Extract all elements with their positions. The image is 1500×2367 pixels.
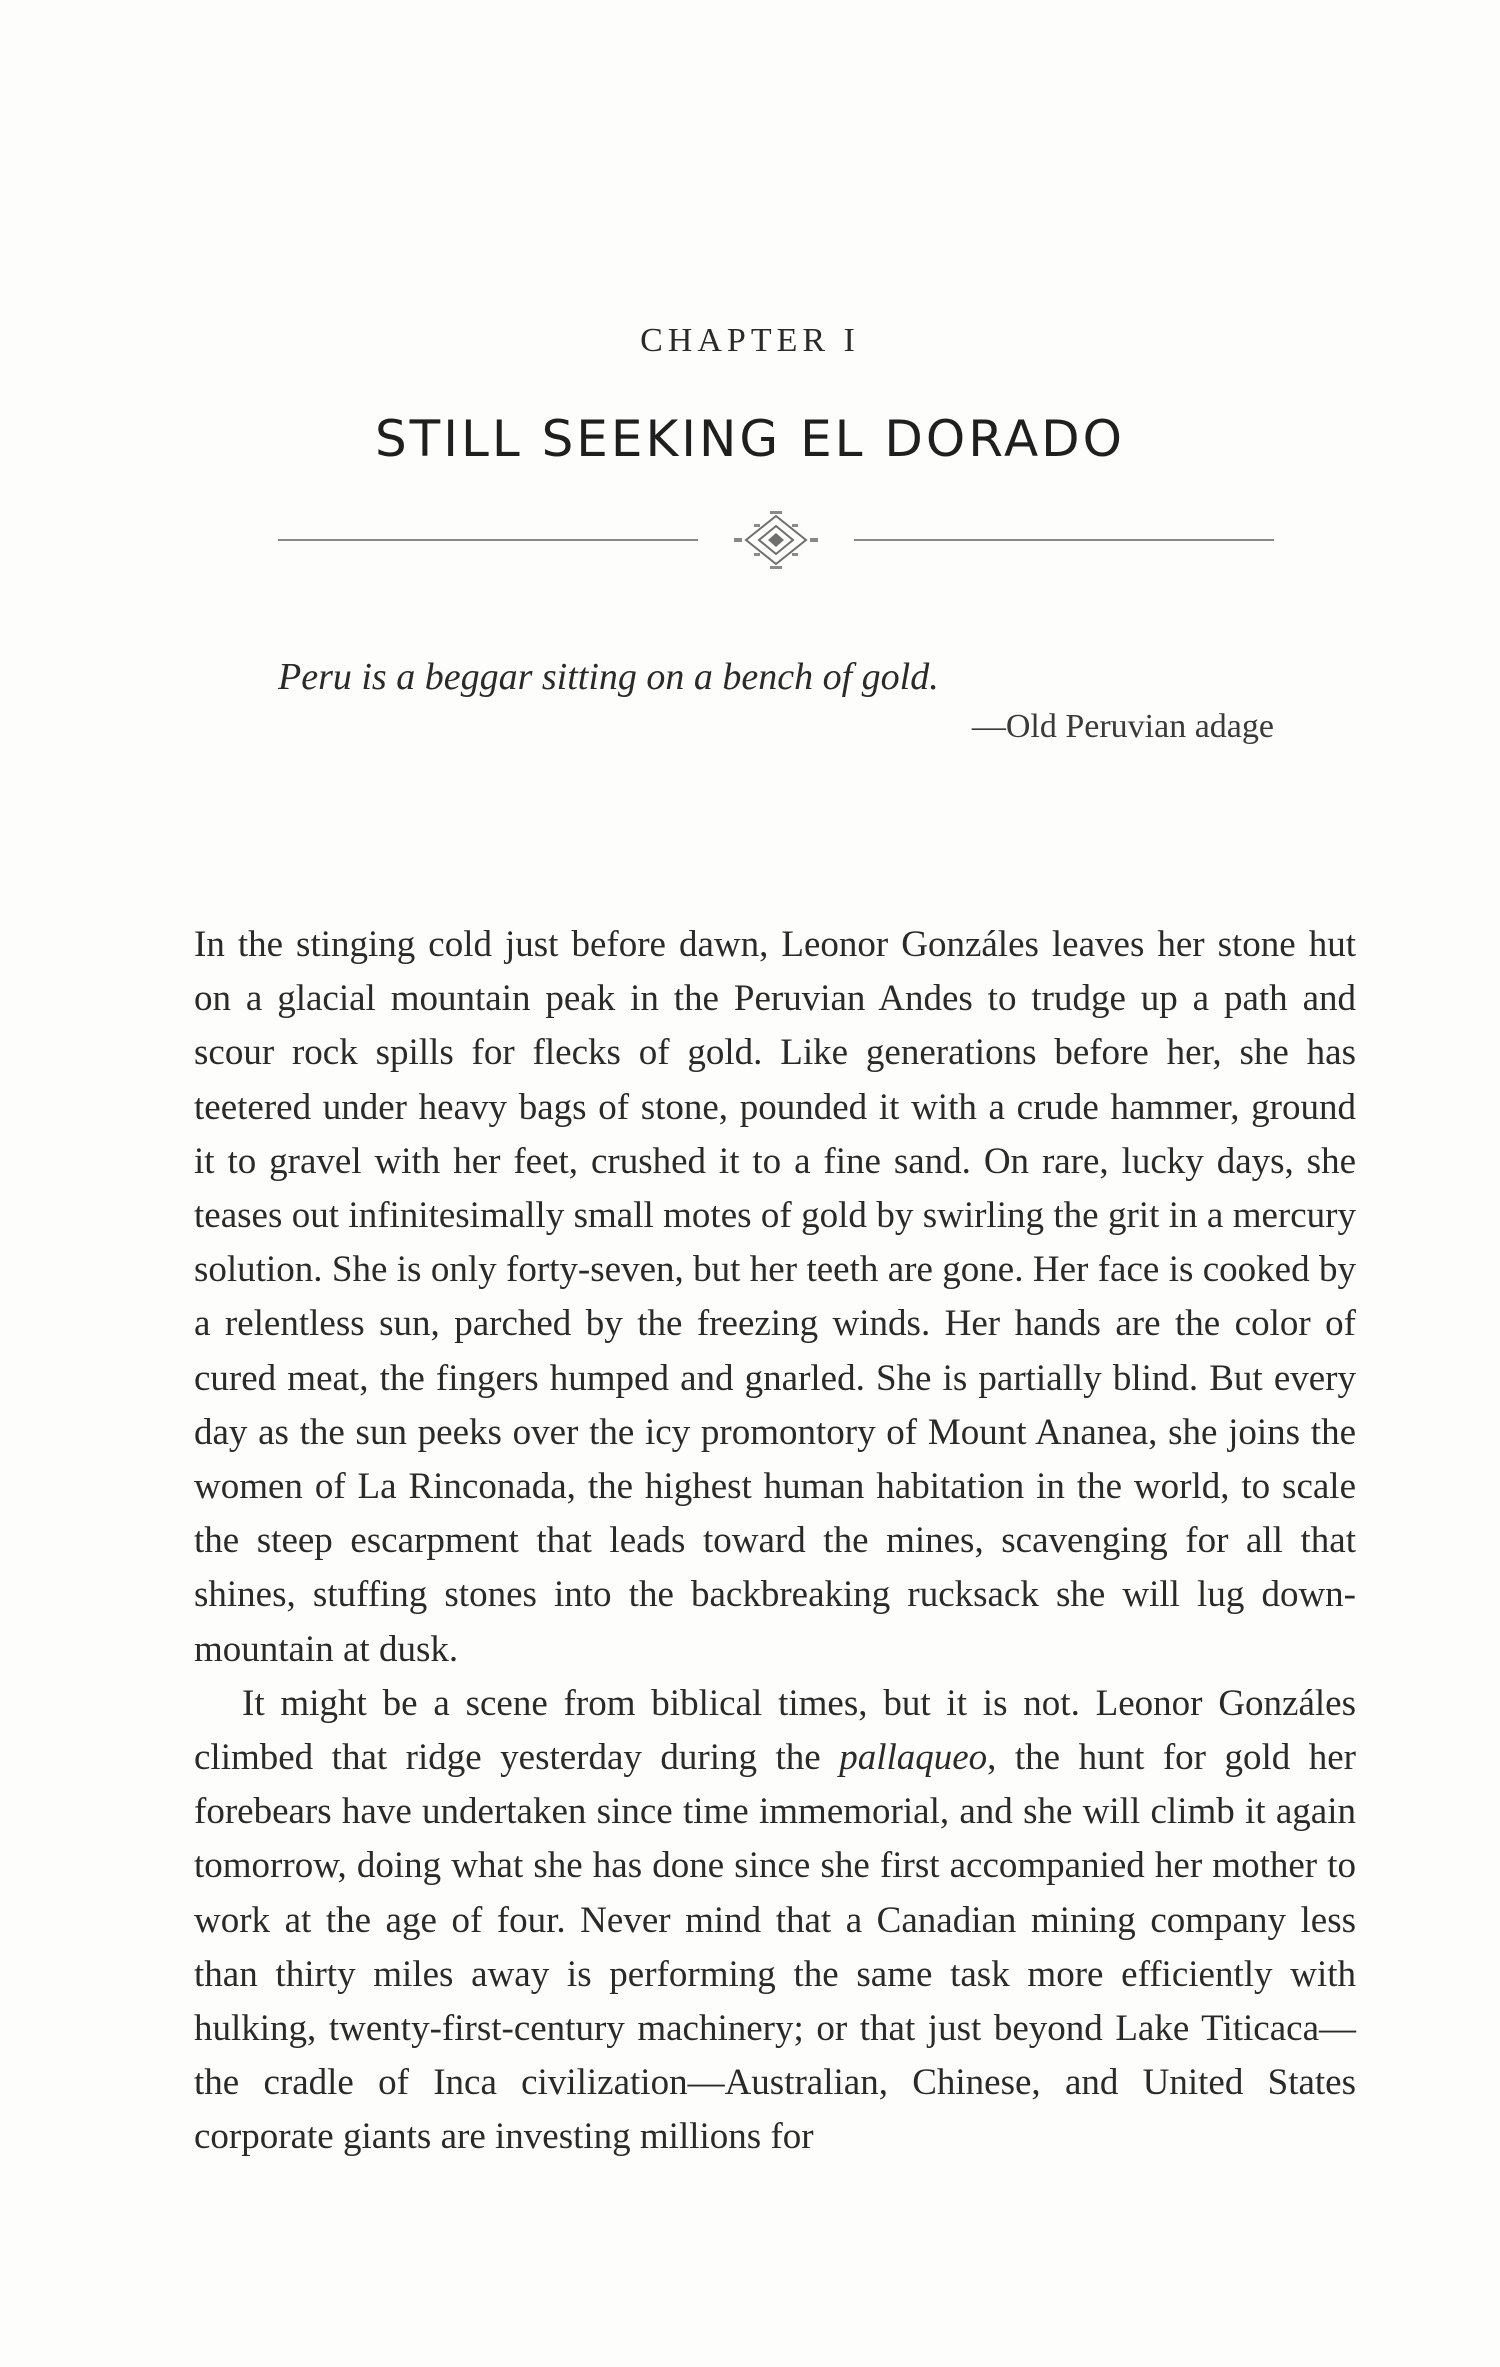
chapter-divider <box>278 510 1274 570</box>
divider-rule-left <box>278 539 698 541</box>
divider-rule-right <box>854 539 1274 541</box>
chapter-label: CHAPTER I <box>640 322 860 359</box>
chapter-body <box>194 918 1356 2165</box>
epigraph-quote: Peru is a beggar sitting on a bench of gold. <box>278 656 939 698</box>
diamond-ornament-icon <box>726 510 826 570</box>
paragraph-2-lead: It might be a scene from biblical times, but it is not. Leonor Gonzáles climbed that ridge yesterday during the <box>194 1682 1356 1779</box>
epigraph-attribution: —Old Peruvian adage <box>971 708 1274 745</box>
pallaqueo-term: pallaqueo <box>839 1737 988 1779</box>
paragraph-2-rest: , the hunt for gold her forebears have undertaken since time immemorial, and she will climb it again tomorrow, doing what she has done since she first accompanied her mother to work at the age of four. Never mind that a Canadian mining company less than thirty miles away is performing the same task more efficiently with hulking, twenty-first-century machinery; or that just beyond Lake Titicaca—the cradle of Inca civilization—Australian, Chinese, and United States corporate giants are investing millions for <box>194 1737 1356 2158</box>
paragraph-1: In the stinging cold just before dawn, Leonor Gonzáles leaves her stone hut on a glacial mountain peak in the Peruvian Andes to trudge up a path and scour rock spills for flecks of gold. Like generations before her, she has teetered under heavy bags of stone, pounded it with a crude hammer, ground it to gravel with her feet, crushed it to a fine sand. On rare, lucky days, she teases out infinitesimally small motes of gold by swirling the grit in a mercury solution. She is only forty-seven, but her teeth are gone. Her face is cooked by a relentless sun, parched by the freezing winds. Her hands are the color of cured meat, the fingers humped and gnarled. She is partially blind. But every day as the sun peeks over the icy promontory of Mount Ananea, she joins the women of La Rinconada, the highest human habitation in the world, to scale the steep escarpment that leads toward the mines, scavenging for all that shines, stuffing stones into the backbreaking rucksack she will lug down-mountain at dusk. <box>194 924 1356 1670</box>
chapter-title: STILL SEEKING EL DORADO <box>374 410 1126 468</box>
paragraph-2 <box>194 1677 1356 2165</box>
